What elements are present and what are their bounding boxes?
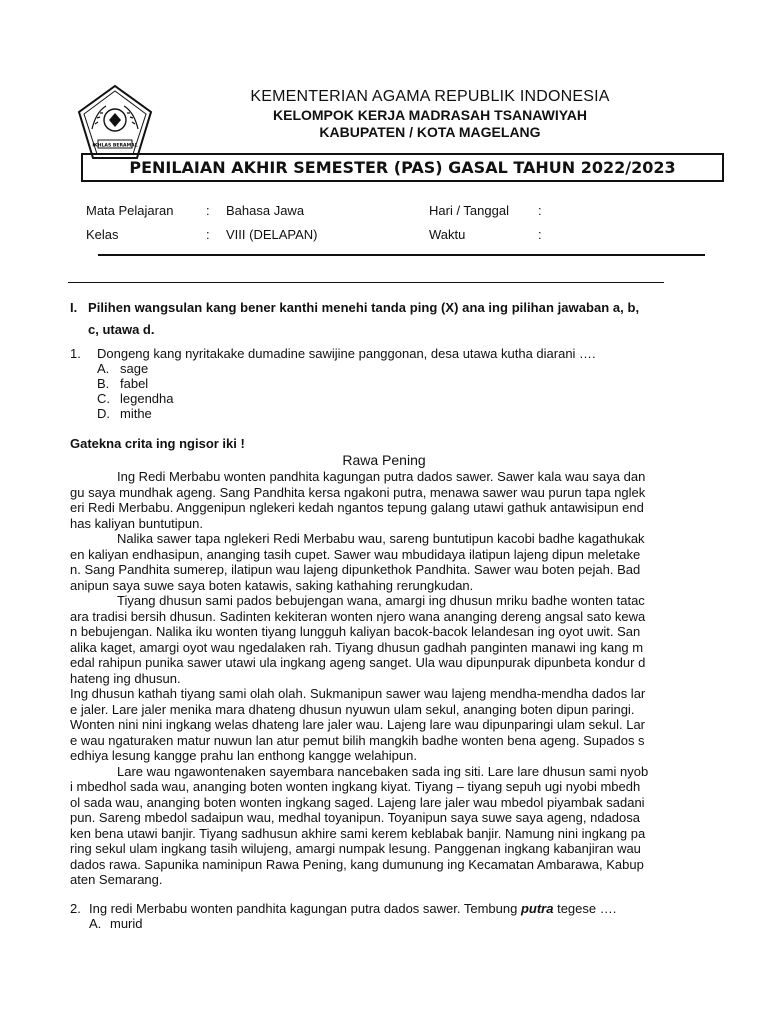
question-2-text — [89, 901, 616, 916]
option-text: sage — [120, 361, 149, 376]
working-group-name: KELOMPOK KERJA MADRASAH TSANAWIYAH — [273, 107, 587, 123]
class-label: Kelas — [86, 227, 119, 242]
question-2-emphasis: putra — [520, 901, 554, 916]
question-2-number: 2. — [70, 901, 81, 916]
ministry-name: KEMENTERIAN AGAMA REPUBLIK INDONESIA — [250, 88, 610, 105]
story-line: gu saya mundhak ageng. Sang Pandhita kersa ngakoni putra, menawa sawer wau purun tapa nglek — [70, 484, 646, 500]
story-line: eri Redi Merbabu. Anggenipun nglekeri kedah ngantos tepung galang utawi gathuk antawisipun end — [70, 500, 644, 515]
option-letter: D. — [97, 406, 110, 421]
option-text: fabel — [120, 376, 149, 391]
regency-name: KABUPATEN / KOTA MAGELANG — [319, 124, 541, 140]
option-text: legendha — [120, 391, 174, 406]
story-line: i mbedhol sada wau, ananging boten wonten ingkang kiyat. Tiyang – tiyang sepuh ugi nyobi mbedh — [70, 779, 641, 794]
story-line: alika kaget, amargi oyot wau ngedalaken rah. Tiyang dhusun gadhah panginten manawi ing kang m — [70, 639, 644, 655]
exam-title: PENILAIAN AKHIR SEMESTER (PAS) GASAL TAHUN 2022/2023 — [81, 153, 724, 182]
story-line: ken bena utawi banjir. Tiyang sadhusun akhire sami kerem keblabak banjir. Namung nini ingkang pa — [70, 825, 646, 841]
section-divider — [68, 282, 664, 283]
question-2-text-before: Ing redi Merbabu wonten pandhita kagungan putra dados sawer. Tembung — [89, 901, 518, 916]
question-2-text-after: tegese …. — [557, 901, 617, 916]
subject-value: Bahasa Jawa — [226, 203, 305, 218]
instruction-line-1: Pilihen wangsulan kang bener kanthi menehi tanda ping (X) ana ing pilihan jawaban a, b, — [88, 300, 640, 315]
question-1-text: Dongeng kang nyritakake dumadine sawijine panggonan, desa utawa kutha diarani …. — [97, 346, 596, 361]
story-prompt: Gatekna crita ing ngisor iki ! — [70, 436, 245, 451]
class-colon: : — [206, 227, 210, 242]
question-1-number: 1. — [70, 346, 81, 361]
story-line: edhiya lesung kangge prahu lan enthong kangge welahipun. — [70, 748, 417, 763]
story-line: e wau ngaturaken matur nuwun lan atur pemut bilih mangkih badhe wonten bena ageng. Supados s — [70, 732, 645, 748]
story-body — [70, 469, 700, 888]
option-letter: B. — [97, 376, 110, 391]
story-line: edal rahipun punika sawer utawi ula ingkang ageng sanget. Ula wau dipunpurak dipunbeta kondur d — [70, 655, 646, 670]
time-label: Waktu — [429, 227, 466, 242]
instruction-number: I. — [70, 300, 78, 315]
option-letter: A. — [89, 916, 102, 931]
ministry-logo — [76, 84, 154, 162]
option-text: murid — [110, 916, 143, 931]
story-line: Tiyang dhusun sami pados bebujengan wana, amargi ing dhusun mriku badhe wonten tatac — [117, 593, 645, 608]
day-label: Hari / Tanggal — [429, 203, 509, 218]
story-line: n. Sang Pandhita sumerep, ilatipun wau lajeng dipunkethok Pandhita. Sawer wau boten pejah. Bad — [70, 562, 641, 577]
story-line: Ing Redi Merbabu wonten pandhita kagungan putra dados sawer. Sawer kala wau saya dan — [117, 469, 646, 484]
story-line: anipun saya suwe saya boten katawis, saking kathahing rerungkudan. — [70, 577, 474, 593]
story-line: pun. Sareng mbedol sadaipun wau, medhal toyanipun. Toyanipun saya suwe saya ageng, ndadosa — [70, 810, 641, 825]
story-line: e jaler. Lare jaler menika mara dhateng dhusun nyuwun ulam sekul, ananging boten dipun paringi. — [70, 701, 635, 717]
subject-label: Mata Pelajaran — [86, 203, 174, 218]
option-text: mithe — [120, 406, 152, 421]
story-line: dados rawa. Sapunika naminipun Rawa Pening, kang dumunung ing Kecamatan Ambarawa, Kabup — [70, 856, 644, 872]
class-value: VIII (DELAPAN) — [226, 227, 318, 242]
story-line: aten Semarang. — [70, 872, 163, 887]
story-line: hateng ing dhusun. — [70, 670, 181, 686]
story-line: has kaliyan buntutipun. — [70, 515, 203, 531]
story-line: Nalika sawer tapa nglekeri Redi Merbabu wau, sareng buntutipun kacobi badhe kagathukak — [117, 531, 645, 546]
story-line: Ing dhusun kathah tiyang sami olah olah. Sukmanipun sawer wau lajeng mendha-mendha dados lar — [70, 686, 646, 701]
story-line: Wonten nini nini ingkang welas dhateng lare jaler wau. Lajeng lare wau dipunparingi ulam sekul. Lar — [70, 717, 646, 732]
logo-motto: IKHLAS BERAMAL — [92, 143, 138, 149]
day-colon: : — [538, 203, 542, 218]
instruction-line-2: c, utawa d. — [88, 322, 155, 337]
story-line: en kaliyan endhasipun, ananging tasih cupet. Sawer wau mbudidaya ilatipun lajeng dipun meletake — [70, 546, 641, 562]
story-line: ol sada wau, ananging boten wonten ingkang saged. Lajeng lare jaler wau mbedol piyambak sadani — [70, 794, 645, 810]
option-letter: A. — [97, 361, 110, 376]
option-letter: C. — [97, 391, 110, 406]
story-line: ara tradisi bersih dhusun. Sadinten kekiteran wonten njero wana ananging dereng angsal sato kewa — [70, 608, 646, 624]
subject-colon: : — [206, 203, 210, 218]
story-line: ring sekul ulam ingkang tasih wilujeng, amargi numpak lesung. Panggenan ingkang kabanjiran wau — [70, 841, 641, 856]
story-line: n bebujengan. Nalika iku wonten tiyang lungguh kaliyan bacok-bacok lelandesan ing oyot uwit. San — [70, 624, 641, 639]
story-title: Rawa Pening — [342, 452, 426, 468]
time-colon: : — [538, 227, 542, 242]
info-divider — [98, 254, 705, 256]
story-line: Lare wau ngawontenaken sayembara nancebaken sada ing siti. Lare lare dhusun sami nyob — [117, 763, 649, 779]
